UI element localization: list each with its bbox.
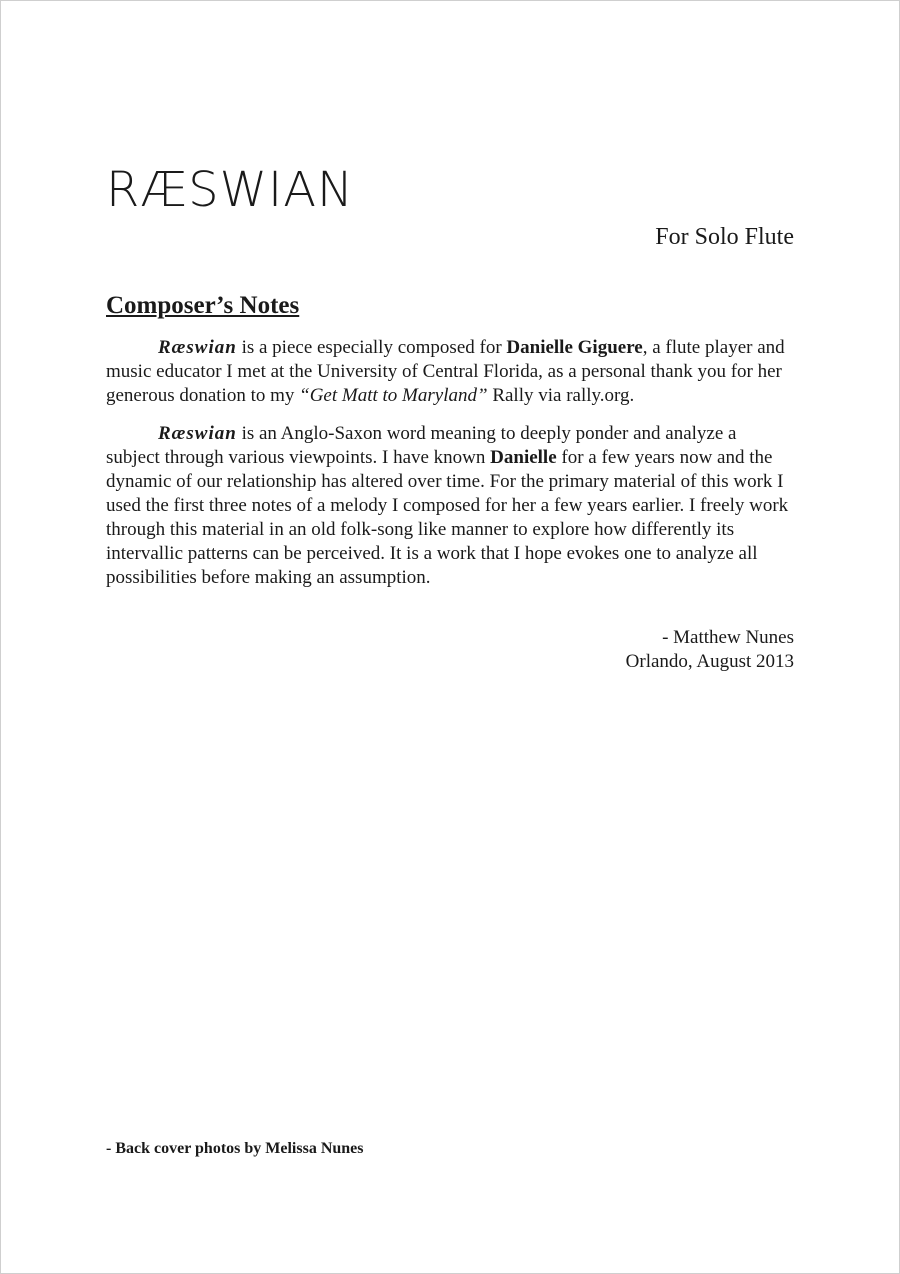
notes-paragraph-1	[106, 336, 794, 408]
piece-title-term: Ræswian	[158, 423, 237, 444]
section-heading: Composer’s Notes	[106, 292, 300, 319]
dedicatee-name: Danielle	[490, 447, 557, 468]
paragraph-text: Rally via rally.org.	[487, 385, 635, 406]
piece-title-term: Ræswian	[158, 337, 237, 358]
paragraph-text: is a piece especially composed for	[236, 337, 507, 358]
dedicatee-name: Danielle Giguere	[506, 337, 643, 358]
paragraph-text: for a few years now and the dynamic of our relationship has altered over time. For the primary material of this work I used the first three notes of a melody I composed for her a few years earlier. I freely work through this material in an old folk-song like manner to explore how differently its intervallic patterns can be perceived. It is a work that I hope evokes one to analyze all possibilities before making an assumption.	[106, 447, 789, 588]
page-title: RÆSWIAN	[106, 162, 354, 218]
composer-notes	[106, 336, 794, 604]
page-subtitle: For Solo Flute	[655, 224, 794, 250]
paragraph-text: , a flute player and music educator I met at the University of Central Florida, as a personal thank you for her generous donation to my	[106, 337, 785, 406]
notes-paragraph-2	[106, 422, 794, 590]
place-date: Orlando, August 2013	[625, 651, 794, 672]
photo-credit: - Back cover photos by Melissa Nunes	[106, 1140, 364, 1157]
author-signature: - Matthew Nunes	[662, 627, 794, 648]
campaign-name: “Get Matt to Maryland”	[299, 385, 488, 406]
signature-block	[626, 626, 794, 674]
paragraph-text: is an Anglo-Saxon word meaning to deeply ponder and analyze a subject through various viewpoints. I have known	[106, 423, 737, 468]
